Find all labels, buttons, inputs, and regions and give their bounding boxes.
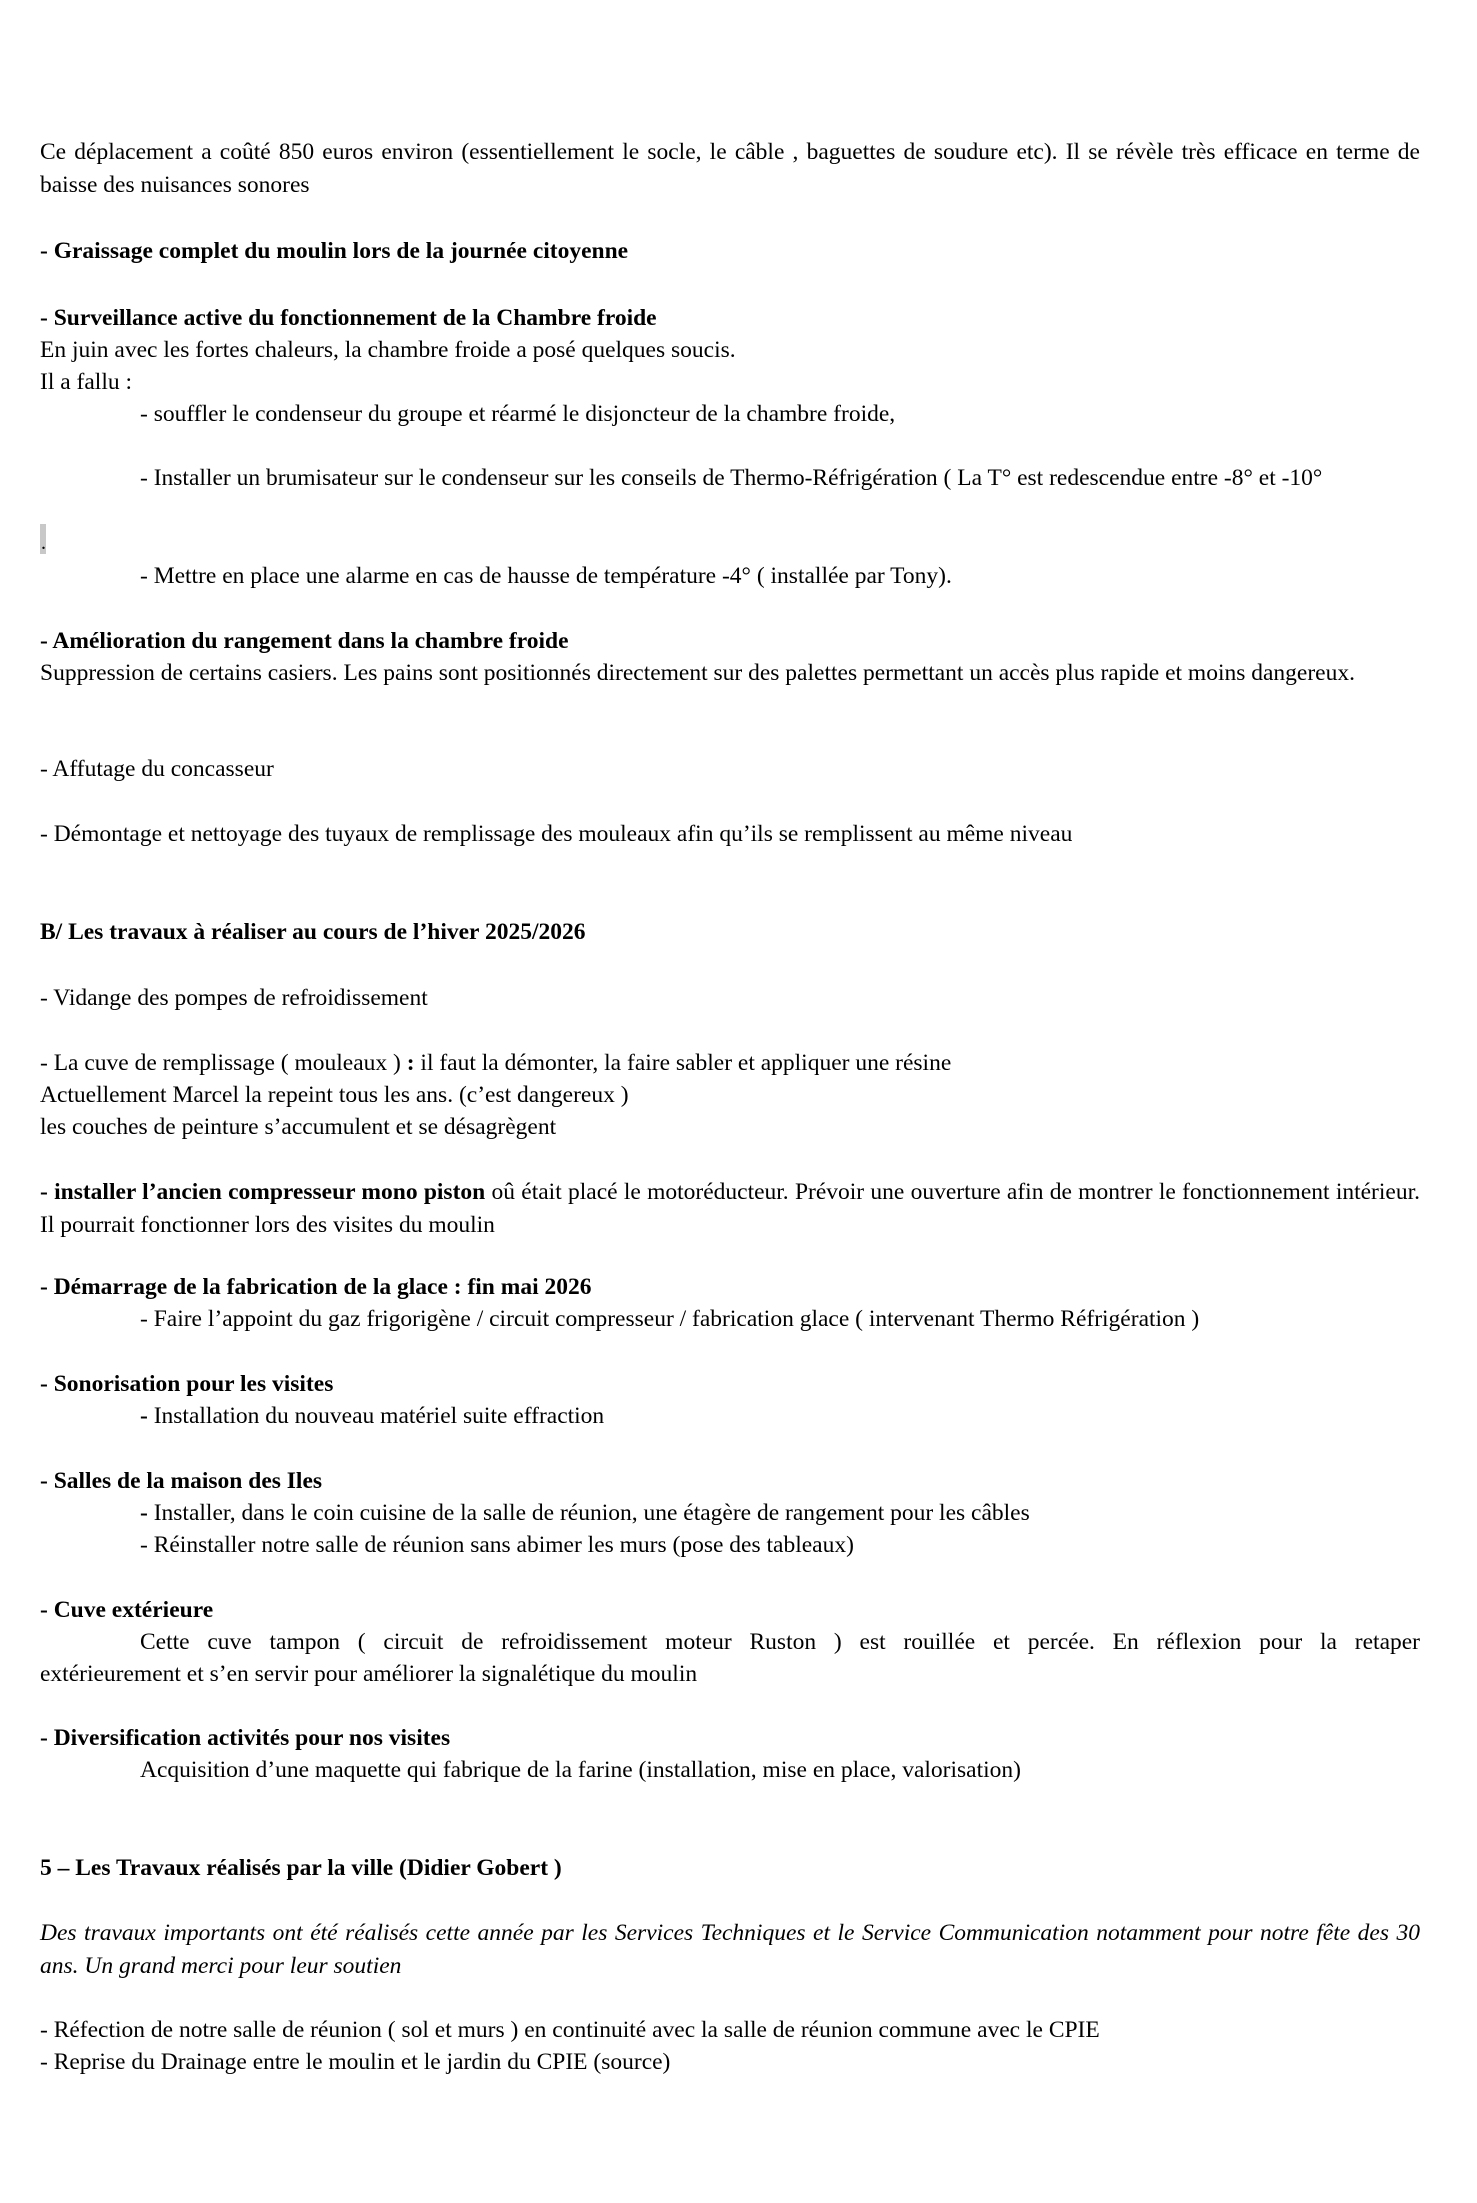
intro-paragraph: Ce déplacement a coûté 850 euros environ (essentiellement le socle, le câble , baguettes de soudure etc). Il se révèle très efficace en terme de baisse des nuisances sonores xyxy=(40,139,1420,198)
cuve-line2: Actuellement Marcel la repeint tous les ans. (c’est dangereux ) xyxy=(40,1082,629,1108)
item-vidange: - Vidange des pompes de refroidissement xyxy=(40,985,428,1011)
salles-sub1-text: Installer, dans le coin cuisine de la salle de réunion, une étagère de rangement pour les câbles xyxy=(147,1500,1030,1526)
sonorisation-sub-text: Installation du nouveau matériel suite effraction xyxy=(147,1403,605,1429)
cuve-colon: : xyxy=(406,1050,415,1076)
sonorisation-sub xyxy=(140,1400,604,1432)
item-compresseur xyxy=(40,1176,1420,1241)
item-demontage: - Démontage et nettoyage des tuyaux de remplissage des mouleaux afin qu’ils se remplissent au même niveau xyxy=(40,821,1073,847)
cuve-ext-text-second: extérieurement et s’en servir pour améliorer la signalétique du moulin xyxy=(40,1661,698,1687)
section-5-item: - Reprise du Drainage entre le moulin et le jardin du CPIE (source) xyxy=(40,2049,671,2075)
surveillance-line2: Il a fallu : xyxy=(40,369,133,395)
item-sonorisation-title: - Sonorisation pour les visites xyxy=(40,1371,334,1397)
section-5-title: 5 – Les Travaux réalisés par la ville (Didier Gobert ) xyxy=(40,1855,562,1881)
item-graissage: - Graissage complet du moulin lors de la journée citoyenne xyxy=(40,238,629,264)
item-diversification-title: - Diversification activités pour nos visites xyxy=(40,1725,451,1751)
text-selection-mark xyxy=(40,524,46,554)
diversification-text: Acquisition d’une maquette qui fabrique de la farine (installation, mise en place, valorisation) xyxy=(140,1757,1021,1783)
item-cuve-remplissage xyxy=(40,1047,951,1079)
salles-sub2: - Réinstaller notre salle de réunion sans abimer les murs (pose des tableaux) xyxy=(140,1532,854,1558)
compresseur-bold: - installer l’ancien compresseur mono piston xyxy=(40,1179,486,1205)
surveillance-line1: En juin avec les fortes chaleurs, la chambre froide a posé quelques soucis. xyxy=(40,337,736,363)
item-rangement-title: - Amélioration du rangement dans la chambre froide xyxy=(40,628,569,654)
cuve-lead: - La cuve de remplissage ( mouleaux ) xyxy=(40,1050,407,1076)
sonorisation-dash: - xyxy=(140,1403,148,1429)
item-surveillance-title: - Surveillance active du fonctionnement de la Chambre froide xyxy=(40,305,657,331)
salles-sub1 xyxy=(140,1497,1030,1529)
salles-sub1-dash: - xyxy=(140,1500,148,1526)
item-affutage: - Affutage du concasseur xyxy=(40,756,274,782)
stray-period: . xyxy=(41,532,46,554)
cuve-line3: les couches de peinture s’accumulent et se désagrègent xyxy=(40,1114,557,1140)
surveillance-sub2: - Installer un brumisateur sur le condenseur sur les conseils de Thermo-Réfrigération ( La T° est redescendue entre -8° et -10° xyxy=(140,465,1323,491)
section-b-title: B/ Les travaux à réaliser au cours de l’hiver 2025/2026 xyxy=(40,919,586,945)
cuve-rest: il faut la démonter, la faire sabler et appliquer une résine xyxy=(414,1050,952,1076)
cuve-ext-text-first: Cette cuve tampon ( circuit de refroidissement moteur Ruston ) est rouillée et percée. En réflexion pour la retaper xyxy=(140,1629,1420,1655)
surveillance-sub1: - souffler le condenseur du groupe et réarmé le disjoncteur de la chambre froide, xyxy=(140,401,896,427)
section-5-intro: Des travaux importants ont été réalisés cette année par les Services Techniques et le Service Communication notamment pour notre fête des 30 ans. Un grand merci pour leur soutien xyxy=(40,1920,1420,1979)
section-5-item: - Réfection de notre salle de réunion ( sol et murs ) en continuité avec la salle de réunion commune avec le CPIE xyxy=(40,2017,1100,2043)
glace-sub: - Faire l’appoint du gaz frigorigène / circuit compresseur / fabrication glace ( intervenant Thermo Réfrigération ) xyxy=(140,1306,1200,1332)
item-glace-title: - Démarrage de la fabrication de la glace : fin mai 2026 xyxy=(40,1274,592,1300)
item-salles-title: - Salles de la maison des Iles xyxy=(40,1468,323,1494)
item-cuve-ext-title: - Cuve extérieure xyxy=(40,1597,214,1623)
surveillance-sub3: - Mettre en place une alarme en cas de hausse de température -4° ( installée par Tony). xyxy=(140,563,952,589)
compresseur-rest: oû était placé le motoréducteur. Prévoir une ouverture afin de montrer le fonctionnement intérieur. Il pourrait fonctionner lors des visites du moulin xyxy=(40,1179,1420,1238)
rangement-text: Suppression de certains casiers. Les pains sont positionnés directement sur des palettes permettant un accès plus rapide et moins dangereux. xyxy=(40,660,1355,686)
